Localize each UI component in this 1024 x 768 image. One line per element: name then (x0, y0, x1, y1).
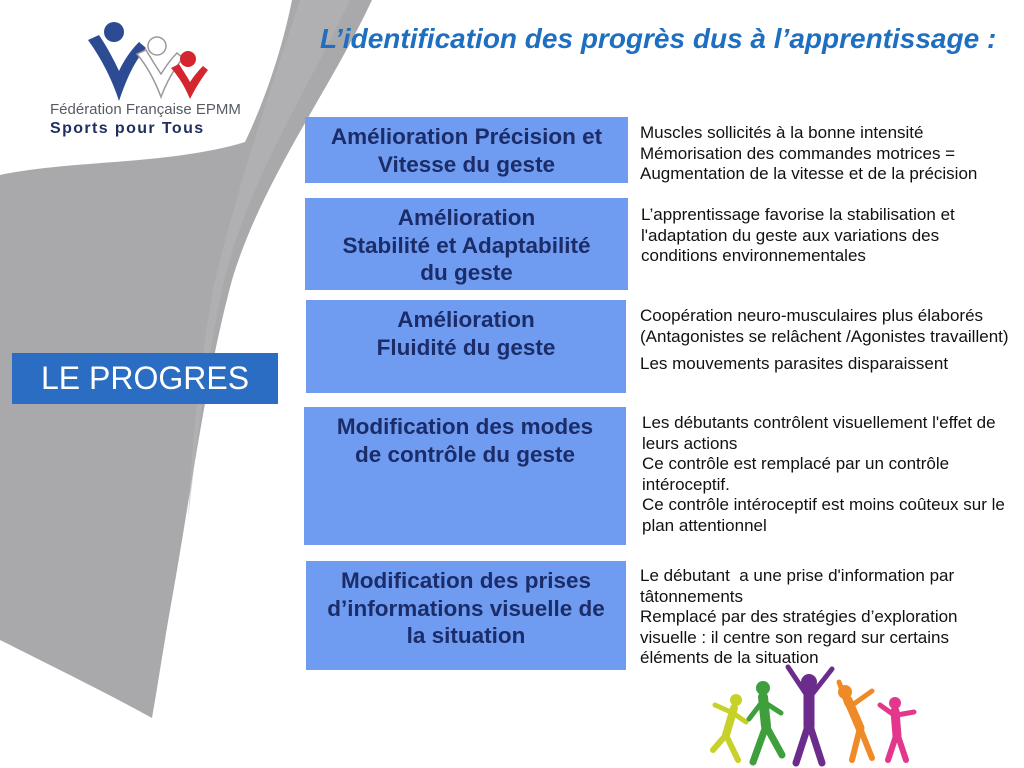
description-paragraph (640, 354, 1009, 375)
description-line: plan attentionnel (642, 515, 767, 535)
description-line: visuelle : il centre son regard sur certains (640, 627, 949, 647)
description-visual-information (640, 566, 958, 669)
blue-figure-icon (88, 22, 146, 101)
description-line: Ce contrôle intéroceptif est moins coûteux sur le (642, 495, 1005, 514)
dancing-people-illustration-icon (700, 655, 925, 768)
federation-logo-icon (0, 0, 260, 110)
purple-dancer-icon (788, 667, 832, 763)
description-line: tâtonnements (640, 586, 744, 606)
description-line: (Antagonistes se relâchent /Agonistes travaillent) (640, 326, 1009, 346)
description-precision (640, 123, 977, 185)
progress-box-stability (305, 198, 628, 290)
box-label-line: la situation (406, 623, 526, 648)
box-label-line: Amélioration Précision et (330, 124, 603, 149)
description-line: Coopération neuro-musculaires plus élaborés (640, 306, 984, 325)
main-label-box (12, 353, 278, 404)
yellow-dancer-icon (713, 694, 746, 760)
progress-box-fluidity (306, 300, 626, 393)
description-line: l'adaptation du geste aux variations des (641, 225, 940, 245)
logo-org-name: Fédération Française EPMM (50, 101, 241, 118)
orange-dancer-icon (838, 682, 872, 760)
progress-box-precision (305, 117, 628, 183)
description-stability (641, 205, 955, 267)
description-line: Les débutants contrôlent visuellement l'effet de (642, 413, 996, 432)
box-label-line: de contrôle du geste (354, 441, 576, 467)
description-line: Mémorisation des commandes motrices = (640, 143, 956, 163)
description-line: intéroceptif. (642, 474, 730, 494)
logo-tagline: Sports pour Tous (50, 120, 205, 137)
description-line: L’apprentissage favorise la stabilisation et (641, 205, 955, 224)
progress-box-visual-information (306, 561, 626, 670)
box-label-line: d’informations visuelle de (327, 595, 605, 621)
description-line: Remplacé par des stratégies d’exploration (640, 607, 958, 626)
description-line: Augmentation de la vitesse et de la précision (640, 164, 978, 183)
description-line: leurs actions (642, 433, 738, 453)
box-label-line: Vitesse du geste (377, 151, 556, 177)
progress-box-control-modes (304, 407, 626, 545)
box-label-line: Modification des prises (340, 568, 592, 593)
description-line: Muscles sollicités à la bonne intensité (640, 123, 924, 142)
box-label-line: du geste (420, 260, 513, 285)
box-label-line: Fluidité du geste (376, 334, 556, 360)
description-paragraph (642, 413, 1005, 536)
slide-title: L’identification des progrès dus à l’apprentissage : (320, 23, 997, 54)
description-fluidity (640, 306, 1009, 374)
box-label-line: Amélioration (397, 205, 536, 230)
green-runner-icon (749, 681, 782, 762)
description-control-modes (642, 413, 1005, 536)
main-label-text: LE PROGRES (40, 360, 250, 396)
description-paragraph (641, 205, 955, 267)
description-line: Ce contrôle est remplacé par un contrôle (642, 454, 950, 473)
description-line: éléments de la situation (640, 648, 819, 667)
box-label-line: Stabilité et Adaptabilité (342, 232, 591, 258)
description-line: Les mouvements parasites disparaissent (640, 353, 949, 373)
pink-dancer-icon (880, 697, 914, 760)
description-paragraph (640, 566, 958, 669)
description-paragraph (640, 123, 977, 185)
box-label-line: Amélioration (397, 307, 535, 332)
description-line: conditions environnementales (641, 246, 866, 265)
description-line: Le débutant a une prise d'information par (640, 566, 955, 585)
description-paragraph (640, 306, 1009, 347)
box-label-line: Modification des modes (336, 414, 594, 439)
